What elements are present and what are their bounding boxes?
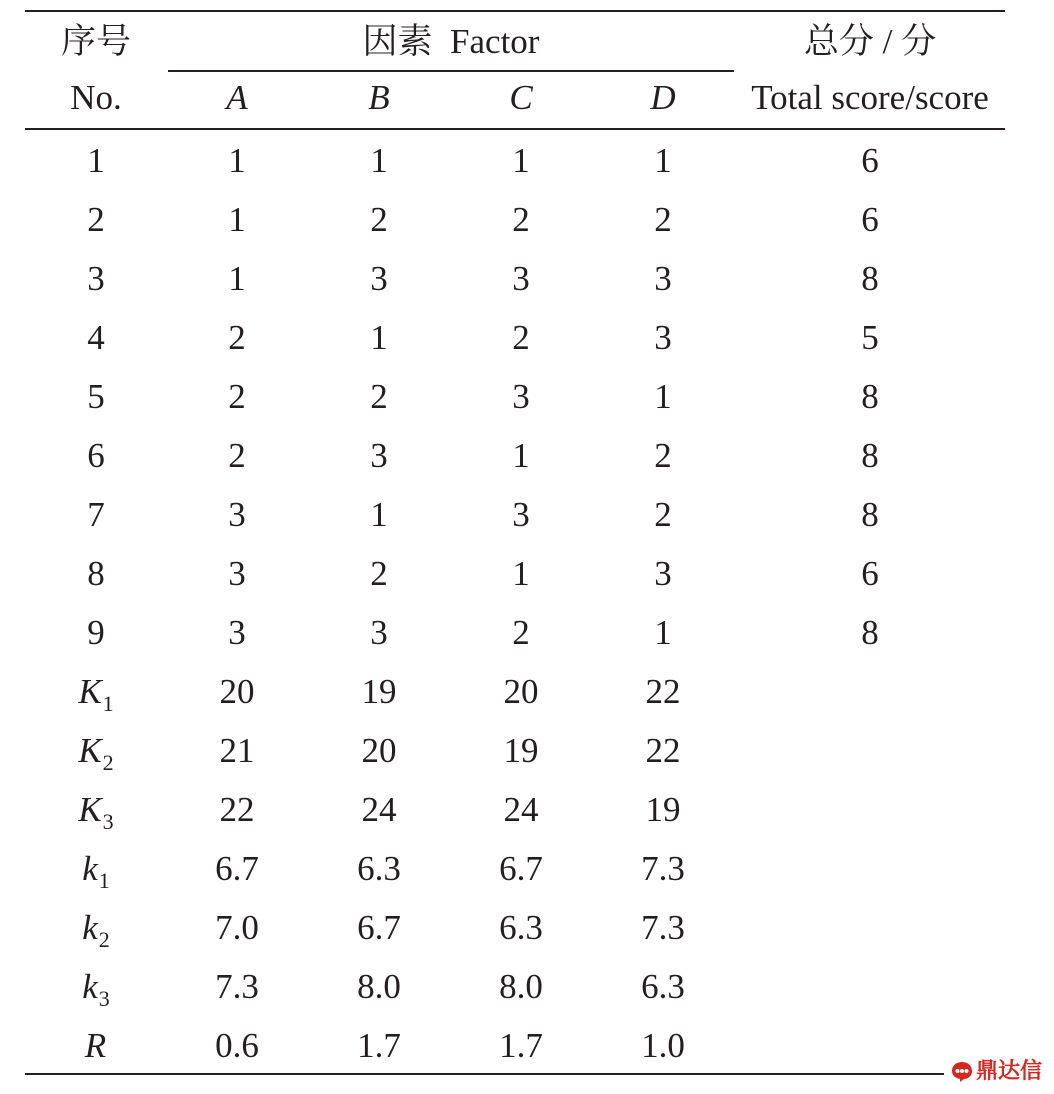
row-total: 8 (861, 613, 879, 652)
row-total: 5 (861, 318, 879, 357)
summary-d: 7.3 (641, 908, 685, 947)
summary-b: 6.3 (357, 849, 401, 888)
row-a: 1 (228, 259, 246, 298)
row-a: 3 (228, 495, 246, 534)
row-a: 1 (228, 141, 246, 180)
summary-a: 21 (219, 731, 255, 770)
summary-a: 22 (219, 790, 255, 829)
summary-b: 8.0 (357, 967, 401, 1006)
summary-label: $K_2$ (78, 731, 114, 775)
summary-a: 7.0 (215, 908, 259, 947)
row-b: 3 (370, 436, 388, 475)
row-c: 3 (512, 259, 530, 298)
header-no-en: No. (70, 78, 122, 117)
summary-label: $k_3$ (82, 967, 110, 1011)
summary-a: 20 (219, 672, 255, 711)
summary-c: 6.7 (499, 849, 543, 888)
summary-a: 7.3 (215, 967, 259, 1006)
row-c: 1 (512, 554, 530, 593)
row-c: 2 (512, 200, 530, 239)
row-b: 1 (370, 318, 388, 357)
summary-d: 1.0 (641, 1026, 685, 1065)
summary-b: 19 (361, 672, 397, 711)
row-total: 8 (861, 436, 879, 475)
row-no: 3 (87, 259, 105, 298)
watermark (944, 1056, 1044, 1088)
row-no: 9 (87, 613, 105, 652)
table-top-rule (25, 10, 1005, 12)
row-b: 1 (370, 141, 388, 180)
watermark-text: 鼎达信 (975, 1059, 1042, 1084)
summary-d: 6.3 (641, 967, 685, 1006)
summary-b: 20 (361, 731, 397, 770)
header-factor-b: B (368, 78, 390, 117)
row-d: 1 (654, 141, 672, 180)
row-d: 3 (654, 259, 672, 298)
row-d: 1 (654, 377, 672, 416)
row-d: 3 (654, 554, 672, 593)
dingdaxin-logo-icon (950, 1061, 974, 1083)
row-no: 5 (87, 377, 105, 416)
header-bottom-rule (25, 128, 1005, 130)
summary-d: 19 (645, 790, 681, 829)
row-b: 3 (370, 613, 388, 652)
row-no: 4 (87, 318, 105, 357)
factor-group-rule (168, 70, 734, 72)
row-c: 1 (512, 436, 530, 475)
summary-c: 6.3 (499, 908, 543, 947)
row-a: 1 (228, 200, 246, 239)
summary-c: 8.0 (499, 967, 543, 1006)
summary-a: 6.7 (215, 849, 259, 888)
header-factor-c: C (509, 78, 533, 117)
header-total-cn: 总分 / 分 (803, 22, 937, 61)
row-a: 2 (228, 318, 246, 357)
summary-b: 24 (361, 790, 397, 829)
summary-label: $k_2$ (82, 908, 110, 952)
header-total-en: Total score/score (751, 78, 989, 117)
row-no: 7 (87, 495, 105, 534)
summary-label: R (84, 1026, 107, 1065)
row-a: 3 (228, 613, 246, 652)
summary-c: 24 (503, 790, 539, 829)
summary-b: 1.7 (357, 1026, 401, 1065)
row-b: 3 (370, 259, 388, 298)
summary-b: 6.7 (357, 908, 401, 947)
row-total: 6 (861, 554, 879, 593)
row-c: 3 (512, 495, 530, 534)
summary-a: 0.6 (215, 1026, 259, 1065)
summary-c: 20 (503, 672, 539, 711)
summary-label: $k_1$ (82, 849, 110, 893)
row-d: 2 (654, 436, 672, 475)
summary-label: $K_3$ (78, 790, 114, 834)
row-b: 2 (370, 200, 388, 239)
summary-label: $K_1$ (78, 672, 114, 716)
row-d: 2 (654, 495, 672, 534)
row-a: 3 (228, 554, 246, 593)
row-c: 1 (512, 141, 530, 180)
table-bottom-rule (25, 1073, 1005, 1075)
header-factor-a: A (226, 78, 248, 117)
row-no: 2 (87, 200, 105, 239)
summary-c: 19 (503, 731, 539, 770)
row-c: 2 (512, 613, 530, 652)
row-a: 2 (228, 377, 246, 416)
row-total: 8 (861, 495, 879, 534)
row-d: 1 (654, 613, 672, 652)
row-total: 6 (861, 141, 879, 180)
row-d: 2 (654, 200, 672, 239)
summary-c: 1.7 (499, 1026, 543, 1065)
row-total: 8 (861, 377, 879, 416)
summary-d: 22 (645, 672, 681, 711)
summary-d: 22 (645, 731, 681, 770)
row-b: 2 (370, 377, 388, 416)
row-d: 3 (654, 318, 672, 357)
header-no-cn: 序号 (60, 22, 131, 61)
row-b: 2 (370, 554, 388, 593)
summary-d: 7.3 (641, 849, 685, 888)
row-total: 8 (861, 259, 879, 298)
row-no: 1 (87, 141, 105, 180)
row-no: 6 (87, 436, 105, 475)
row-c: 3 (512, 377, 530, 416)
row-a: 2 (228, 436, 246, 475)
row-b: 1 (370, 495, 388, 534)
row-no: 8 (87, 554, 105, 593)
row-total: 6 (861, 200, 879, 239)
header-factor-d: D (650, 78, 676, 117)
row-c: 2 (512, 318, 530, 357)
header-factor-title: 因素 Factor (362, 22, 540, 61)
